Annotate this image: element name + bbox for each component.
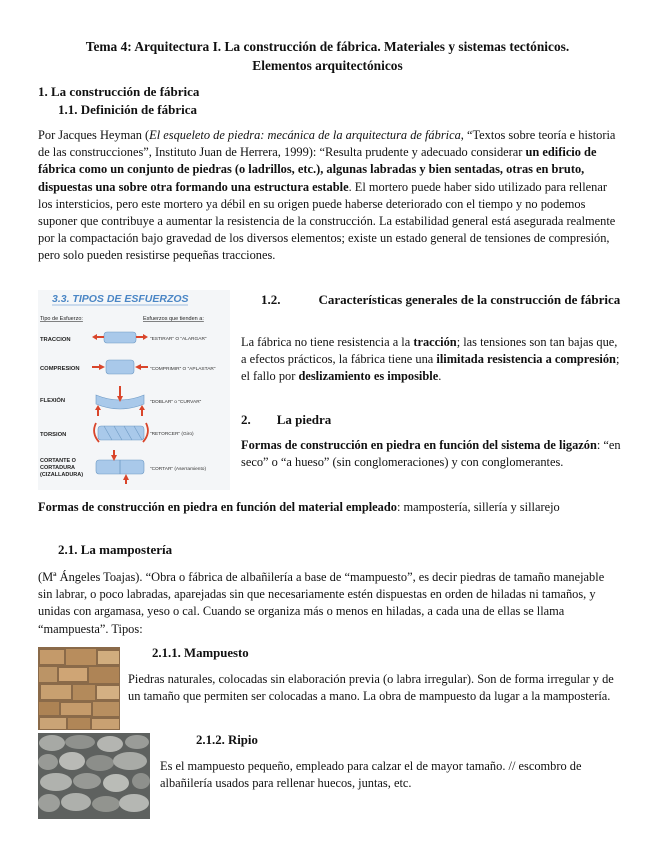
text: , “Textos sobre teoría e historia de las construcciones”, Instituto Juan de Herrera, 1999): “Resulta prudente y adecuado considerar [38, 128, 616, 160]
bold-text: un edificio de fábrica como un conjunto de piedras (o ladrillos, etc.), algunas labradas y bien sentadas, otras en bruto, dispuestas una sobre otra formando una estructura estable [38, 145, 597, 194]
row-compresion-desc: “COMPRIMIR” O “APLASTAR” [150, 367, 216, 372]
row-cortante-label-1: CORTANTE O [40, 458, 76, 464]
ripio-photo [38, 733, 150, 819]
row-cortante-label-2: CORTADURA [40, 465, 76, 471]
paragraph-ripio: Es el mampuesto pequeño, empleado para calzar el de mayor tamaño. // escombro de albañilería usados para rellenar huecos, juntas, etc. [160, 759, 582, 791]
text: : “en seco” o “a hueso” (sin conglomeraciones) y con conglomerantes. [241, 438, 621, 470]
paragraph-mamposteria: (Mª Ángeles Toajas). “Obra o fábrica de albañilería a base de “mampuesto”, es decir piedras de tamaño manejable sin labrar, o poco labradas, aparejadas sin que necesariamente estén dispuestas en orden de hiladas ni tamaños, y unidas con argamasa, yeso o cal. Cuando se organiza más o menos en hiladas, a cada una de ellas se llama “mampuesta”. Tipos: [38, 570, 605, 636]
row-torsion-desc: “RETORCER” (Giro) [150, 432, 194, 437]
stone-wall-warm-image [38, 647, 120, 730]
row-compresion-label: COMPRESION [40, 366, 80, 372]
row-traccion-label: TRACCION [40, 337, 71, 343]
text: La fábrica no tiene resistencia a la [241, 335, 414, 349]
subsection-heading-1-1: 1.1. Definición de fábrica [58, 102, 198, 117]
paragraph-mampuesto: Piedras naturales, colocadas sin elaboración previa (o labra irregular). Son de forma irregular y de un tamaño que permiten ser colocadas a mano. La obra de mampuesto da lugar a la mampostería. [128, 672, 614, 704]
subsubsection-heading-mampuesto: 2.1.1. Mampuesto [152, 646, 249, 660]
text: . El mortero puede haber sido utilizado para rellenar los intersticios, pero este mortero ya débil en su origen puede haberse deteriorado con el tiempo y no podemos suponer que contribuye a aumentar la resistencia de la construcción. La estabilidad general está asegurada realmente por la compactación bajo gravedad de los diversos elementos; existe un estado general de tensiones de compresión, pero solo pueden resistirse pequeñas tracciones. [38, 179, 616, 263]
mampuesto-photo [38, 647, 120, 730]
row-flexion-desc: “DOBLAR” o “CURVAR” [150, 400, 202, 405]
bold-text: ilimitada resistencia a compresión [436, 352, 616, 367]
bold-text: deslizamiento es imposible [298, 369, 439, 384]
section-heading-1: 1. La construcción de fábrica [38, 84, 200, 99]
heading-number: 2. [241, 412, 251, 427]
heading-number: 1.2. [261, 292, 281, 307]
paragraph-definicion [38, 127, 620, 265]
bold-text: Formas de construcción en piedra en función del material empleado [38, 500, 397, 514]
row-traccion-desc: “ESTIRAR” O “ALARGAR” [150, 337, 207, 342]
subsubsection-heading-ripio: 2.1.2. Ripio [196, 733, 258, 747]
title-line-2: Elementos arquitectónicos [252, 58, 403, 73]
figure-col2: Esfuerzos que tienden a: [143, 316, 204, 322]
title-line-1: Tema 4: Arquitectura I. La construcción de fábrica. Materiales y sistemas tectónicos. [85, 39, 570, 54]
section-heading-2 [241, 411, 621, 429]
row-cortante-label-3: (CIZALLADURA) [40, 472, 84, 478]
text: ; el fallo por [241, 352, 620, 384]
text: Por Jacques Heyman ( [38, 128, 150, 142]
row-cortante-desc: “CORTAR” (Aserramiento) [150, 467, 207, 472]
subsection-heading-2-1: 2.1. La mampostería [58, 542, 173, 557]
text: . [438, 369, 442, 384]
bold-text: tracción [413, 335, 457, 349]
bold-text: Formas de construcción en piedra en función del sistema de ligazón [241, 438, 597, 452]
page-title [40, 37, 615, 75]
book-title: El esqueleto de piedra: mecánica de la arquitectura de fábrica [149, 128, 461, 142]
paragraph-ligazon [241, 437, 621, 471]
tipos-esfuerzos-figure [38, 290, 230, 490]
tipos-esfuerzos-diagram [38, 290, 230, 490]
subsection-heading-1-2 [241, 291, 621, 309]
heading-text: Características generales de la construcción de fábrica [318, 292, 621, 307]
row-flexion-label: FLEXIÓN [40, 398, 66, 404]
row-torsion-label: TORSION [40, 432, 67, 438]
stone-wall-gray-image [38, 733, 150, 819]
figure-col1: Tipo de Esfuerzo: [40, 316, 83, 322]
text: : mampostería, sillería y sillarejo [396, 500, 560, 514]
paragraph-caracteristicas [241, 334, 621, 386]
heading-text: La piedra [276, 412, 332, 427]
figure-title: 3.3. TIPOS DE ESFUERZOS [52, 293, 189, 305]
text: ; las tensiones son tan bajas que, a efectos prácticos, la fábrica tiene una [241, 335, 618, 367]
paragraph-material [38, 499, 620, 516]
